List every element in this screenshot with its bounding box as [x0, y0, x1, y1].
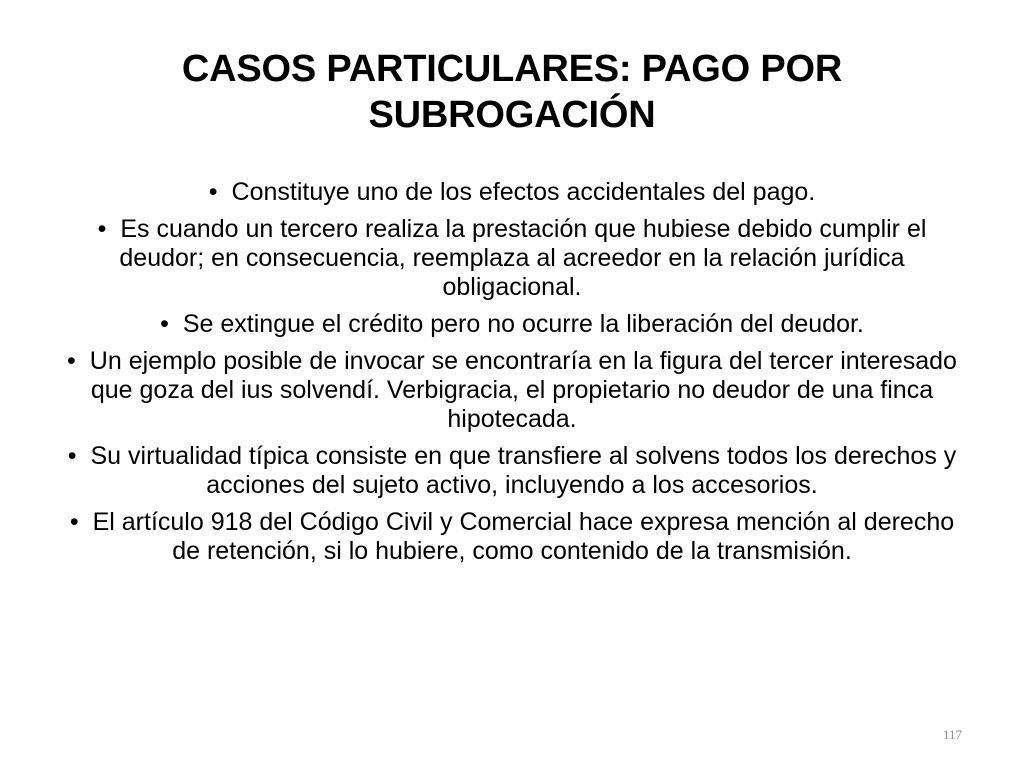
bullet-icon: • — [208, 178, 218, 206]
bullet-item — [60, 215, 964, 302]
bullet-text: Un ejemplo posible de invocar se encontraría en la figura del tercer interesado que goza del ius solvendí. Verbigracia, el propietario no deudor de una finca hipotecada. — [89, 347, 957, 433]
bullet-item — [60, 178, 964, 207]
bullet-list — [60, 178, 964, 574]
page-number: 117 — [942, 727, 962, 742]
bullet-item — [60, 310, 964, 339]
bullet-icon: • — [67, 442, 77, 470]
bullet-icon: • — [67, 347, 76, 375]
slide-title: CASOS PARTICULARES: PAGO POR SUBROGACIÓN — [181, 48, 843, 136]
bullet-item — [60, 347, 964, 434]
bullet-item — [60, 508, 964, 566]
bullet-text: Es cuando un tercero realiza la prestación que hubiese debido cumplir el deudor; en consecuencia, reemplaza al acreedor en la relación jurídica obligacional. — [119, 215, 927, 301]
bullet-item — [60, 442, 964, 500]
bullet-text: El artículo 918 del Código Civil y Comercial hace expresa mención al derecho de retención, si lo hubiere, como contenido de la transmisión. — [92, 508, 955, 565]
bullet-text: Su virtualidad típica consiste en que transfiere al solvens todos los derechos y acciones del sujeto activo, incluyendo a los accesorios. — [90, 442, 957, 499]
bullet-text: Se extingue el crédito pero no ocurre la liberación del deudor. — [182, 310, 864, 338]
bullet-icon: • — [69, 508, 79, 536]
bullet-icon: • — [160, 310, 169, 338]
bullet-icon: • — [97, 215, 107, 243]
bullet-text: Constituye uno de los efectos accidentales del pago. — [231, 178, 816, 206]
